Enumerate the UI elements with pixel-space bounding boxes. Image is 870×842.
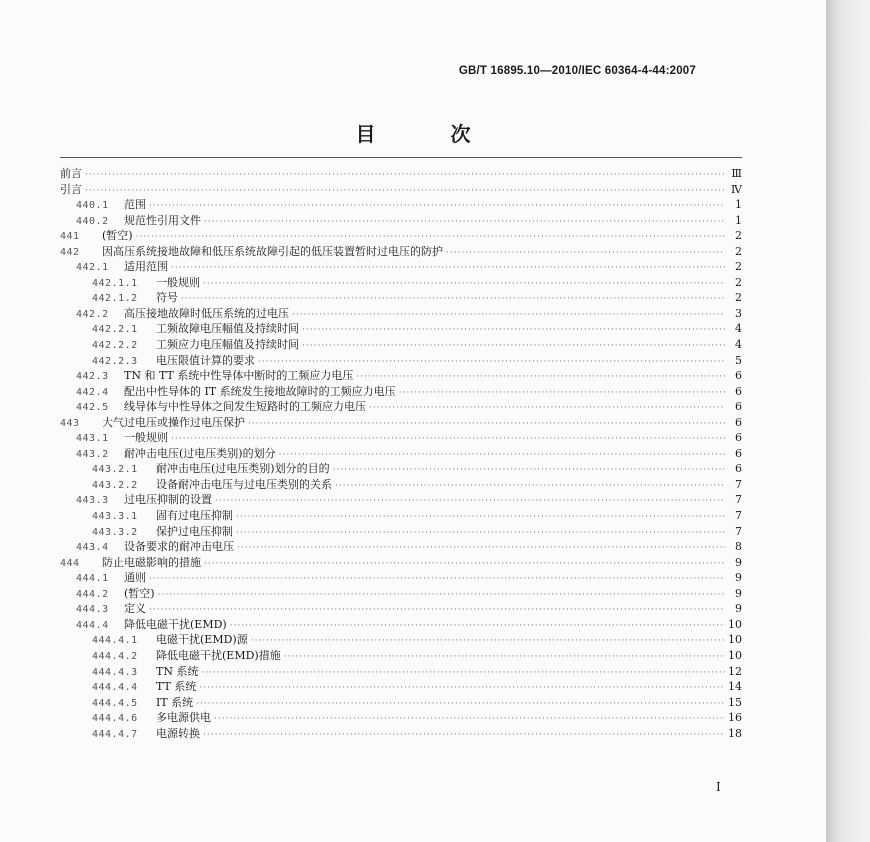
toc-entry-number: 443.4 xyxy=(76,542,109,554)
toc-leader-dots xyxy=(196,697,725,713)
standard-header: GB/T 16895.10—2010/IEC 60364-4-44:2007 xyxy=(458,65,696,77)
toc-leader-dots xyxy=(204,215,725,231)
toc-entry[interactable] xyxy=(60,524,742,540)
toc-entry-number: 441 xyxy=(60,231,80,243)
toc-entry-title: TT 系统 xyxy=(156,680,197,694)
toc-entry-page: 3 xyxy=(735,306,742,320)
toc-entry-title: (暂空) xyxy=(102,229,133,243)
toc-leader-dots xyxy=(237,541,725,557)
toc-entry-page: 9 xyxy=(735,571,742,585)
toc-entry-page: 6 xyxy=(735,415,742,429)
toc-leader-dots xyxy=(85,168,725,184)
toc-entry[interactable] xyxy=(60,632,742,648)
toc-leader-dots xyxy=(251,634,725,650)
toc-entry[interactable] xyxy=(60,508,742,524)
toc-entry[interactable] xyxy=(60,244,742,260)
toc-entry-number: 444 xyxy=(60,557,80,569)
toc-entry-title: 过电压抑制的设置 xyxy=(124,493,212,507)
toc-entry-number: 444.4.1 xyxy=(92,635,138,647)
toc-entry-page: 9 xyxy=(735,586,742,600)
toc-entry[interactable] xyxy=(60,617,742,633)
toc-entry[interactable] xyxy=(60,586,742,602)
toc-entry-number: 442.4 xyxy=(76,386,109,398)
toc-entry[interactable] xyxy=(60,275,742,291)
toc-entry-number: 443.3.2 xyxy=(92,526,138,538)
toc-entry-page: 6 xyxy=(735,400,742,414)
title-divider xyxy=(60,157,742,158)
toc-entry-number: 444.4.3 xyxy=(92,666,138,678)
toc-entry-page: 15 xyxy=(728,695,742,709)
toc-entry-title: 电源转换 xyxy=(156,726,200,740)
toc-entry-title: 配出中性导体的 IT 系统发生接地故障时的工频应力电压 xyxy=(124,384,396,398)
toc-entry-title: 电压限值计算的要求 xyxy=(156,353,255,367)
toc-entry-title: 适用范围 xyxy=(124,260,168,274)
toc-entry-number: 443.2 xyxy=(76,448,109,460)
toc-entry-title: 耐冲击电压(过电压类别)的划分 xyxy=(124,446,276,460)
toc-entry[interactable] xyxy=(60,446,742,462)
toc-entry-page: 14 xyxy=(728,680,742,694)
toc-entry-page: 2 xyxy=(735,244,742,258)
toc-entry[interactable] xyxy=(60,679,742,695)
toc-entry[interactable] xyxy=(60,259,742,275)
toc-leader-dots xyxy=(215,494,725,510)
toc-leader-dots xyxy=(356,370,725,386)
toc-entry[interactable] xyxy=(60,166,742,182)
toc-entry[interactable] xyxy=(60,337,742,353)
toc-entry-title: 工频应力电压幅值及持续时间 xyxy=(156,338,299,352)
toc-entry-title: TN 系统 xyxy=(156,664,199,678)
toc-leader-dots xyxy=(292,308,725,324)
toc-entry-number: 442.1 xyxy=(76,262,109,274)
toc-entry[interactable] xyxy=(60,321,742,337)
toc-entry-title: 高压接地故障时低压系统的过电压 xyxy=(124,306,289,320)
toc-entry-number: 442.1.2 xyxy=(92,293,138,305)
toc-entry-page: 16 xyxy=(728,711,742,725)
toc-entry-number: 442.2 xyxy=(76,308,109,320)
page-title: 目 次 xyxy=(355,122,505,146)
toc-entry[interactable] xyxy=(60,461,742,477)
toc-entry-page: Ⅲ xyxy=(731,167,742,180)
toc-entry-number: 442.2.1 xyxy=(92,324,138,336)
toc-entry-number: 442 xyxy=(60,246,80,258)
toc-leader-dots xyxy=(236,510,725,526)
toc-entry-title: 保护过电压抑制 xyxy=(156,524,233,538)
toc-entry-number: 442.1.1 xyxy=(92,277,138,289)
toc-entry[interactable] xyxy=(60,710,742,726)
toc-entry-page: Ⅳ xyxy=(731,182,742,196)
toc-entry-page: 9 xyxy=(735,602,742,616)
toc-entry-number: 444.4.7 xyxy=(92,728,138,740)
toc-entry-number: 442.5 xyxy=(76,402,109,414)
toc-entry[interactable] xyxy=(60,430,742,446)
toc-leader-dots xyxy=(399,386,725,402)
toc-entry-page: 5 xyxy=(735,353,742,367)
toc-entry-page: 18 xyxy=(728,726,742,740)
toc-leader-dots xyxy=(204,557,725,573)
toc-entry-number: 444.4.5 xyxy=(92,697,138,709)
toc-entry-page: 6 xyxy=(735,369,742,383)
toc-entry-title: 设备要求的耐冲击电压 xyxy=(124,540,234,554)
toc-entry-number: 444.2 xyxy=(76,588,109,600)
toc-entry-number: 443.2.2 xyxy=(92,479,138,491)
toc-leader-dots xyxy=(284,650,725,666)
toc-leader-dots xyxy=(203,277,725,293)
toc-entry-number: 444.4.6 xyxy=(92,713,138,725)
toc-entry-number: 443.2.1 xyxy=(92,464,138,476)
toc-entry-page: 6 xyxy=(735,462,742,476)
toc-leader-dots xyxy=(203,728,725,744)
toc-entry-number: 443.1 xyxy=(76,433,109,445)
toc-entry[interactable] xyxy=(60,415,742,431)
toc-entry-title: 设备耐冲击电压与过电压类别的关系 xyxy=(156,477,332,491)
toc-entry-title: 电磁干扰(EMD)源 xyxy=(156,633,248,647)
toc-entry-title: 前言 xyxy=(60,167,82,180)
toc-entry-title: 固有过电压抑制 xyxy=(156,509,233,523)
toc-entry-page: 7 xyxy=(735,509,742,523)
toc-entry-page: 1 xyxy=(735,198,742,212)
toc-entry-number: 442.3 xyxy=(76,371,109,383)
toc-leader-dots xyxy=(230,619,725,635)
toc-entry-title: 降低电磁干扰(EMD) xyxy=(124,617,227,631)
toc-entry-number: 444.4.2 xyxy=(92,650,138,662)
toc-entry-title: 一般规则 xyxy=(156,275,200,289)
toc-entry[interactable] xyxy=(60,399,742,415)
toc-entry-title: 引言 xyxy=(60,182,82,196)
toc-leader-dots xyxy=(149,603,725,619)
toc-entry-title: 符号 xyxy=(156,291,178,305)
toc-entry-title: 工频故障电压幅值及持续时间 xyxy=(156,322,299,336)
toc-entry-title: 因高压系统接地故障和低压系统故障引起的低压装置暂时过电压的防护 xyxy=(102,244,443,258)
toc-entry-number: 440.2 xyxy=(76,215,109,227)
toc-entry[interactable] xyxy=(60,182,742,198)
toc-entry-number: 444.1 xyxy=(76,573,109,585)
toc-entry[interactable] xyxy=(60,726,742,742)
toc-entry[interactable] xyxy=(60,290,742,306)
toc-entry-page: 8 xyxy=(735,540,742,554)
toc-entry[interactable] xyxy=(60,477,742,493)
toc-entry-number: 443.3 xyxy=(76,495,109,507)
toc-leader-dots xyxy=(149,199,725,215)
toc-entry-page: 4 xyxy=(735,338,742,352)
toc-entry[interactable] xyxy=(60,695,742,711)
toc-entry-page: 10 xyxy=(728,633,742,647)
toc-entry-page: 2 xyxy=(735,229,742,243)
toc-entry[interactable] xyxy=(60,353,742,369)
toc-entry[interactable] xyxy=(60,648,742,664)
toc-entry[interactable] xyxy=(60,492,742,508)
toc-entry-title: 定义 xyxy=(124,602,146,616)
toc-leader-dots xyxy=(302,339,725,355)
toc-entry-page: 2 xyxy=(735,275,742,289)
toc-leader-dots xyxy=(149,572,725,588)
toc-entry-page: 6 xyxy=(735,384,742,398)
toc-leader-dots xyxy=(199,681,725,697)
toc-entry-title: 范围 xyxy=(124,198,146,212)
toc-entry-number: 444.4.4 xyxy=(92,682,138,694)
toc-leader-dots xyxy=(302,323,725,339)
toc-entry-page: 4 xyxy=(735,322,742,336)
toc-entry[interactable] xyxy=(60,570,742,586)
toc-entry[interactable] xyxy=(60,384,742,400)
toc-leader-dots xyxy=(279,448,725,464)
toc-entry-title: 防止电磁影响的措施 xyxy=(102,555,201,569)
toc-entry-page: 7 xyxy=(735,524,742,538)
toc-entry-number: 444.3 xyxy=(76,604,109,616)
toc-entry-number: 440.1 xyxy=(76,200,109,212)
toc-entry-number: 442.2.3 xyxy=(92,355,138,367)
toc-entry-page: 7 xyxy=(735,493,742,507)
toc-leader-dots xyxy=(214,712,725,728)
toc-entry[interactable] xyxy=(60,664,742,680)
toc-leader-dots xyxy=(201,666,725,682)
toc-leader-dots xyxy=(158,588,725,604)
toc-leader-dots xyxy=(171,261,725,277)
toc-entry-page: 10 xyxy=(728,648,742,662)
table-of-contents xyxy=(60,166,742,741)
toc-entry-page: 2 xyxy=(735,291,742,305)
toc-entry-title: 线导体与中性导体之间发生短路时的工频应力电压 xyxy=(124,400,366,414)
toc-entry[interactable] xyxy=(60,197,742,213)
toc-entry-title: TN 和 TT 系统中性导体中断时的工频应力电压 xyxy=(124,369,354,383)
toc-entry-title: IT 系统 xyxy=(156,695,194,709)
toc-entry-page: 7 xyxy=(735,477,742,491)
toc-leader-dots xyxy=(369,401,725,417)
toc-entry-number: 443 xyxy=(60,417,80,429)
toc-entry-title: 降低电磁干扰(EMD)措施 xyxy=(156,648,281,662)
toc-entry[interactable] xyxy=(60,228,742,244)
toc-entry-page: 1 xyxy=(735,213,742,227)
toc-entry-number: 442.2.2 xyxy=(92,340,138,352)
toc-entry-title: 耐冲击电压(过电压类别)划分的目的 xyxy=(156,462,330,476)
toc-leader-dots xyxy=(236,526,725,542)
toc-entry-page: 12 xyxy=(728,664,742,678)
toc-entry-number: 444.4 xyxy=(76,619,109,631)
toc-entry-number: 443.3.1 xyxy=(92,511,138,523)
toc-leader-dots xyxy=(85,184,725,200)
toc-leader-dots xyxy=(446,246,725,262)
toc-leader-dots xyxy=(333,463,725,479)
toc-entry-page: 9 xyxy=(735,555,742,569)
toc-entry-title: 多电源供电 xyxy=(156,711,211,725)
toc-entry-title: 规范性引用文件 xyxy=(124,213,201,227)
toc-entry-page: 2 xyxy=(735,260,742,274)
toc-leader-dots xyxy=(248,417,725,433)
scan-page-edge xyxy=(826,0,870,842)
toc-entry-title: 一般规则 xyxy=(124,431,168,445)
page-number: I xyxy=(716,780,721,794)
toc-entry[interactable] xyxy=(60,539,742,555)
toc-entry[interactable] xyxy=(60,601,742,617)
toc-entry-title: 通则 xyxy=(124,571,146,585)
toc-entry[interactable] xyxy=(60,306,742,322)
toc-entry-title: 大气过电压或操作过电压保护 xyxy=(102,415,245,429)
toc-entry-page: 10 xyxy=(728,617,742,631)
toc-leader-dots xyxy=(335,479,725,495)
toc-entry[interactable] xyxy=(60,555,742,571)
toc-entry-page: 6 xyxy=(735,446,742,460)
toc-entry-title: (暂空) xyxy=(124,586,155,600)
toc-entry[interactable] xyxy=(60,368,742,384)
toc-entry[interactable] xyxy=(60,213,742,229)
toc-entry-page: 6 xyxy=(735,431,742,445)
